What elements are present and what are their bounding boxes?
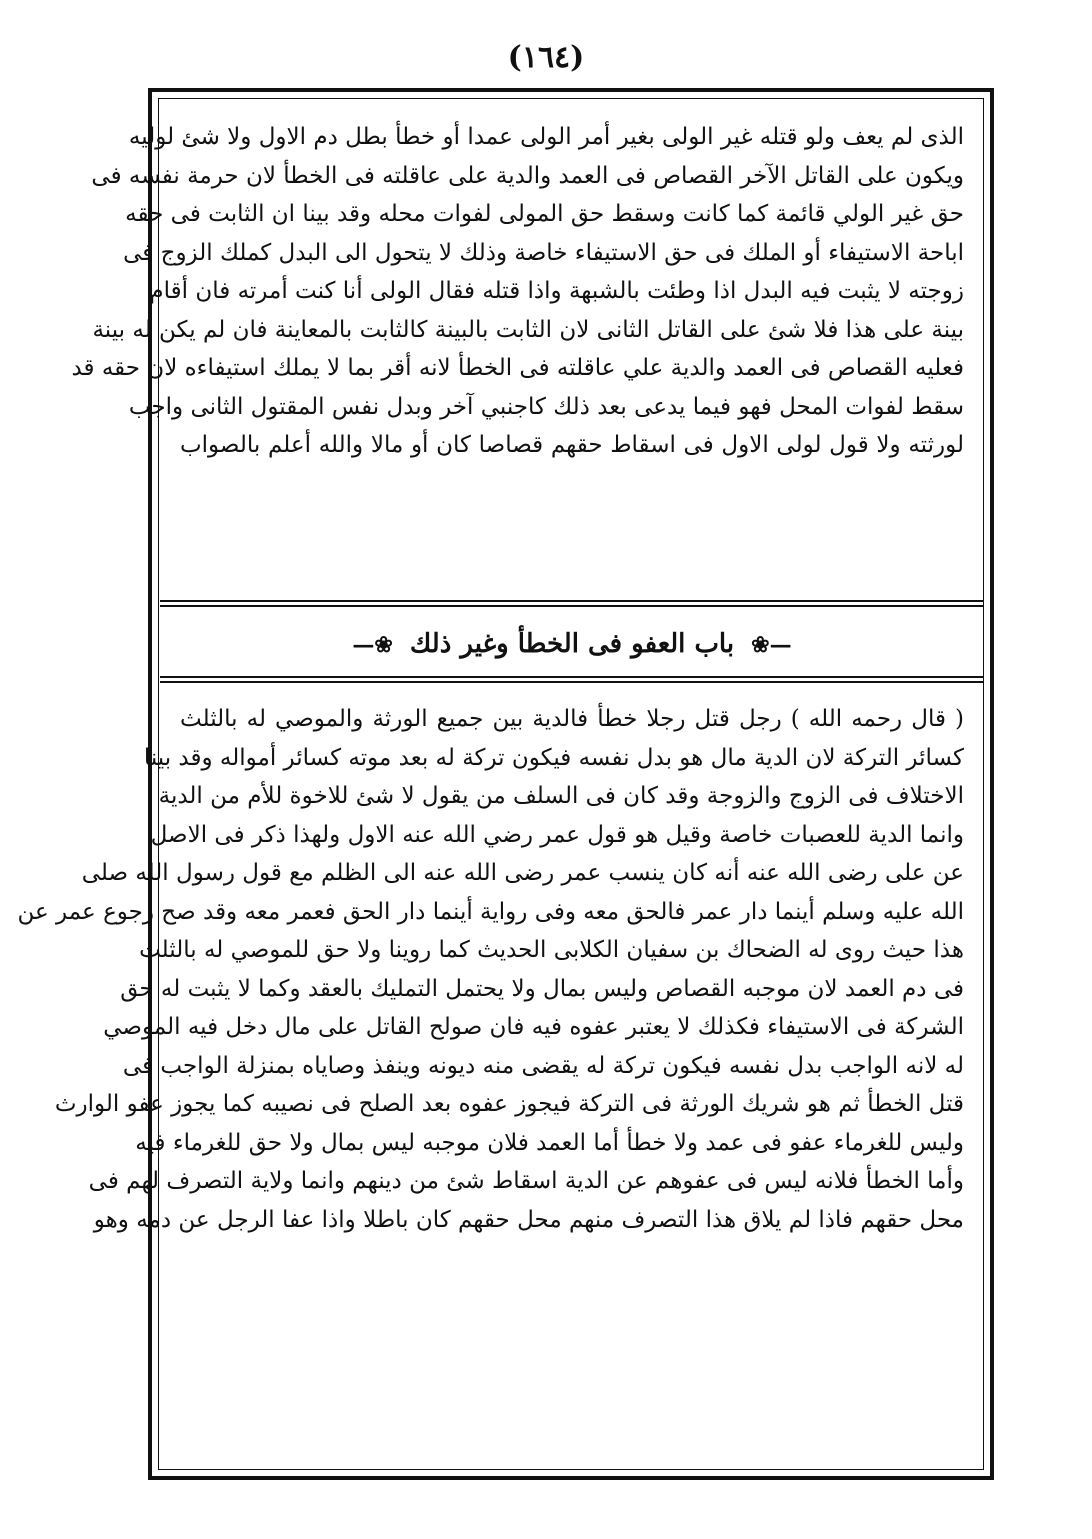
page-number: (١٦٤) <box>507 40 585 75</box>
chapter-heading <box>160 622 984 667</box>
text-line: الله عليه وسلم أينما دار عمر فالحق معه وفى رواية أينما دار الحق فعمر معه وقد صح رجوع عمر عن <box>17 898 964 925</box>
text-line: الشركة فى الاستيفاء فكذلك لا يعتبر عفوه فيه فان صولح القاتل على مال دخل فيه الموصي <box>103 1014 964 1040</box>
text-line: قتل الخطأ ثم هو شريك الورثة فى التركة فيجوز عفوه بعد الصلح فى نصيبه كما يجوز عفو الوارث <box>54 1091 964 1117</box>
ornament-left: ❀— <box>352 632 393 658</box>
text-line: لورثته ولا قول لولى الاول فى اسقاط حقهم قصاصا كان أو مالا والله أعلم بالصواب <box>180 432 964 458</box>
text-line: وليس للغرماء عفو فى عمد ولا خطأ أما العمد فلان موجبه ليس بمال ولا حق للغرماء فيه <box>135 1129 964 1156</box>
text-line: سقط لفوات المحل فهو فيما يدعى بعد ذلك كاجنبي آخر وبدل نفس المقتول الثانى واجب <box>128 393 964 420</box>
text-line: محل حقهم فاذا لم يلاق هذا التصرف منهم محل حقهم كان باطلا واذا عفا الرجل عن دمه وهو <box>93 1206 964 1233</box>
text-line: حق غير الولي قائمة كما كانت وسقط حق المولى لفوات محله وقد بينا ان الثابت فى حقه <box>125 201 964 227</box>
text-line: اباحة الاستيفاء أو الملك فى حق الاستيفاء خاصة وذلك لا يتحول الى البدل كملك الزوج فى <box>123 239 964 266</box>
text-line: عن على رضى الله عنه أنه كان ينسب عمر رضى الله عنه الى الظلم مع قول رسول الله صلى <box>81 860 964 886</box>
text-line: فعليه القصاص فى العمد والدية علي عاقلته فى الخطأ لانه أقر بما لا يملك استيفاءه لان حقه قد <box>71 355 964 381</box>
text-line: وأما الخطأ فلانه ليس فى عفوهم عن الدية اسقاط شئ من دينهم وانما ولاية التصرف لهم فى <box>88 1168 964 1194</box>
text-block-top <box>71 118 964 465</box>
text-line: كسائر التركة لان الدية مال هو بدل نفسه فيكون تركة له بعد موته كسائر أمواله وقد بينا <box>143 744 964 771</box>
text-line: زوجته لا يثبت فيه البدل اذا وطئت بالشبهة واذا قتله فقال الولى أنا كنت أمرته فان أقام <box>149 278 964 304</box>
text-line: بينة على هذا فلا شئ على القاتل الثانى لان الثابت بالبينة كالثابت بالمعاينة فان لم يكن له بينة <box>92 316 964 343</box>
text-line: ويكون على القاتل الآخر القصاص فى العمد والدية على عاقلته فى الخطأ لان حرمة نفسه فى <box>91 162 964 189</box>
ornament-right: —❀ <box>751 632 792 658</box>
text-line: هذا حيث روى له الضحاك بن سفيان الكلابى الحديث كما روينا ولا حق للموصي له بالثلث <box>139 937 964 963</box>
chapter-title: باب العفو فى الخطأ وغير ذلك <box>409 629 735 659</box>
text-line: الذى لم يعف ولو قتله غير الولى بغير أمر الولى عمدا أو خطأ بطل دم الاول ولا شئ لوليه <box>128 124 964 150</box>
double-rule-above-heading <box>160 600 984 607</box>
text-block-main <box>17 700 964 1239</box>
text-line: ( قال رحمه الله ) رجل قتل رجلا خطأ فالدية بين جميع الورثة والموصي له بالثلث <box>180 706 964 732</box>
text-line: الاختلاف فى الزوج والزوجة وقد كان فى السلف من يقول لا شئ للاخوة للأم من الدية <box>158 783 964 809</box>
text-line: وانما الدية للعصبات خاصة وقيل هو قول عمر رضي الله عنه الاول ولهذا ذكر فى الاصل <box>150 821 964 848</box>
double-rule-below-heading <box>160 676 984 683</box>
text-line: له لانه الواجب بدل نفسه فيكون تركة له يقضى منه ديونه وينفذ وصاياه بمنزلة الواجب فى <box>122 1052 964 1079</box>
text-line: فى دم العمد لان موجبه القصاص وليس بمال ولا يحتمل التمليك بالعقد وكما لا يثبت له حق <box>120 975 964 1002</box>
